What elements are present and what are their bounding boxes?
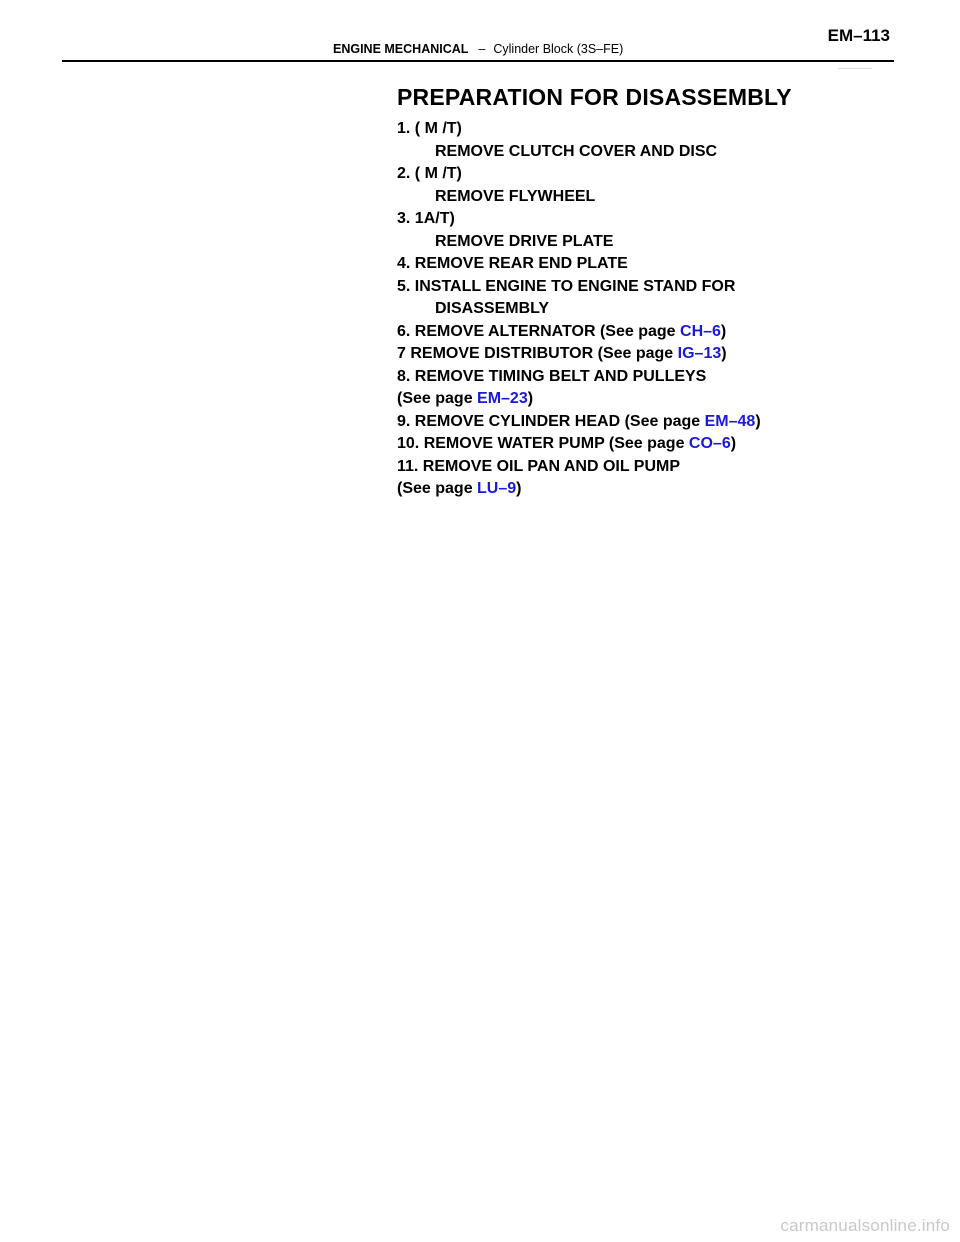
- step-8-close: ): [527, 390, 534, 407]
- header-section-title: [333, 42, 623, 56]
- step-2-label: 2. ( M /T): [397, 165, 462, 182]
- step-11-close: ): [516, 480, 522, 497]
- page-header: [62, 26, 894, 62]
- step-4: 4. REMOVE REAR END PLATE: [397, 255, 628, 272]
- step-7-close: ): [721, 345, 727, 362]
- step-6-page-link[interactable]: CH–6: [680, 322, 721, 340]
- step-11: 11. REMOVE OIL PAN AND OIL PUMP: [397, 457, 681, 475]
- step-10-page-link[interactable]: CO–6: [688, 435, 731, 452]
- step-1-label: 1. ( M /T): [397, 120, 462, 137]
- step-10: [397, 433, 917, 456]
- procedure-content: [397, 82, 917, 501]
- step-6-text: 6. REMOVE ALTERNATOR (See page: [397, 322, 681, 340]
- step-8: 8. REMOVE TIMING BELT AND PULLEYS: [397, 367, 707, 385]
- header-faint-mark: [838, 68, 872, 69]
- step-10-close: ): [730, 435, 737, 452]
- step-5-continuation: DISASSEMBLY: [435, 300, 550, 317]
- step-7-text: 7 REMOVE DISTRIBUTOR (See page: [397, 345, 678, 362]
- step-8-continuation: [397, 388, 917, 411]
- step-9: [397, 411, 917, 434]
- step-2-action: REMOVE FLYWHEEL: [435, 187, 596, 205]
- step-9-page-link[interactable]: EM–48: [704, 412, 756, 430]
- step-11-cont-text: (See page: [397, 480, 478, 497]
- header-section: ENGINE MECHANICAL: [333, 42, 469, 56]
- step-3-action: REMOVE DRIVE PLATE: [435, 232, 614, 250]
- header-separator: –: [478, 42, 486, 56]
- step-3-label: 3. 1A/T): [397, 210, 455, 227]
- step-6-close: ): [720, 322, 727, 340]
- step-11-continuation: [397, 478, 917, 501]
- step-9-text: 9. REMOVE CYLINDER HEAD (See page: [397, 412, 705, 430]
- page-title: PREPARATION FOR DISASSEMBLY: [397, 84, 792, 110]
- step-5: 5. INSTALL ENGINE TO ENGINE STAND FOR: [397, 277, 736, 295]
- header-rule: [62, 60, 894, 62]
- step-8-cont-text: (See page: [397, 390, 478, 407]
- step-7: [397, 343, 917, 366]
- step-11-page-link[interactable]: LU–9: [477, 480, 517, 497]
- watermark: carmanualsonline.info: [780, 1216, 950, 1235]
- step-6: [397, 321, 917, 344]
- header-subsection: Cylinder Block (3S–FE): [493, 42, 624, 56]
- step-1-action: REMOVE CLUTCH COVER AND DISC: [435, 142, 718, 160]
- step-8-page-link[interactable]: EM–23: [477, 390, 528, 407]
- step-7-page-link[interactable]: IG–13: [677, 345, 722, 362]
- step-9-close: ): [755, 412, 761, 430]
- page-number: EM–113: [827, 26, 890, 45]
- step-10-text: 10. REMOVE WATER PUMP (See page: [397, 435, 689, 452]
